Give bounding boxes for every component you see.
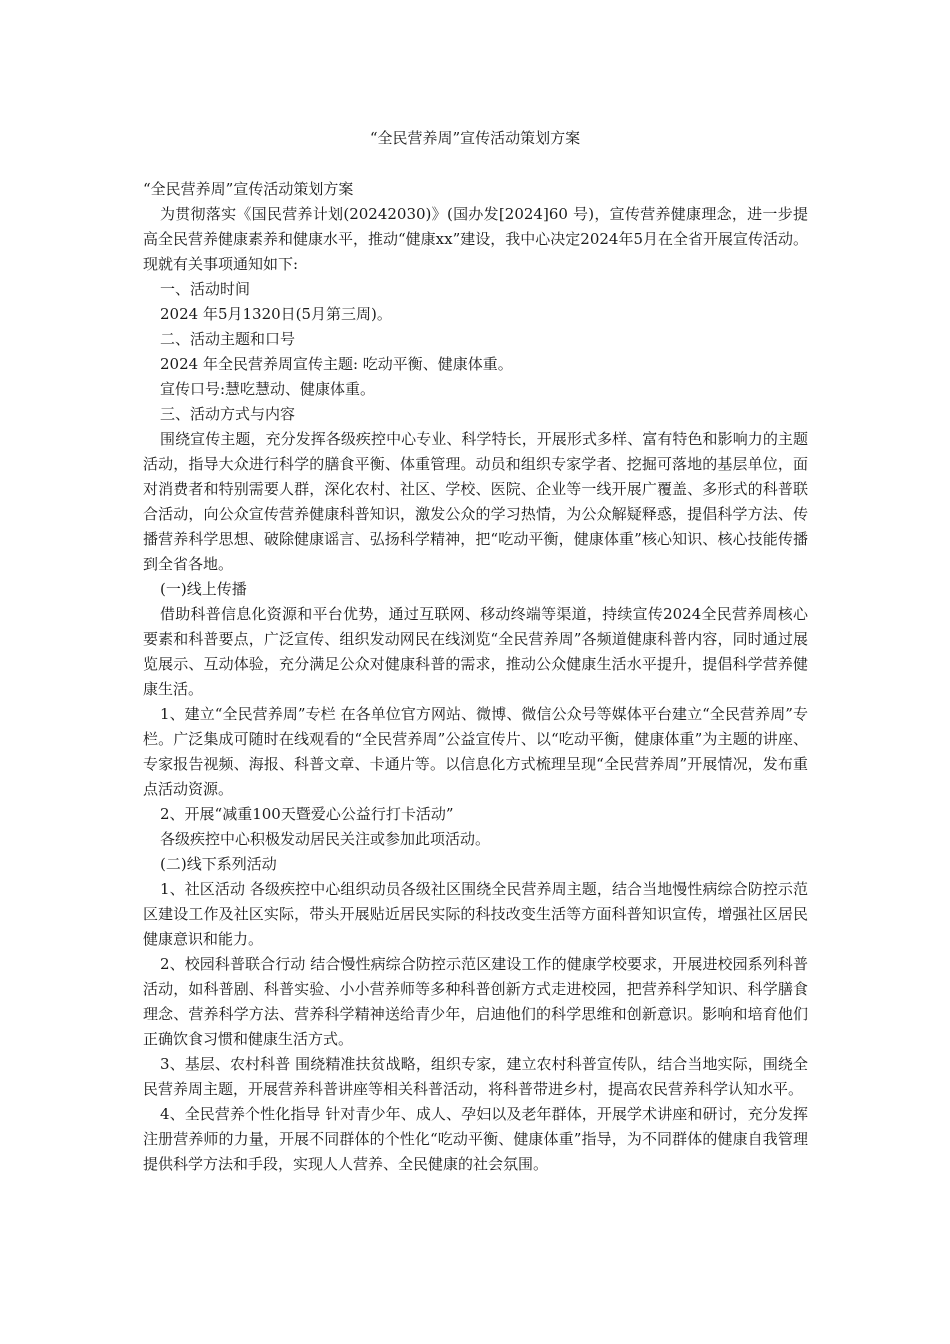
subsection-heading-online: (一)线上传播: [160, 580, 247, 598]
paragraph-methods: 围绕宣传主题，充分发挥各级疾控中心专业、科学特长，开展形式多样、富有特色和影响力的主题活动，指导大众进行科学的膳食平衡、体重管理。动员和组织专家学者、挖掘可落地的基层单位，面对消费者和特别需要人群，深化农村、社区、学校、医院、企业等一线开展广覆盖、多形式的科普联合活动，向公众宣传营养健康科普知识，激发公众的学习热情，为公众解疑释惑，提倡科学方法、传播营养科学思想、破除健康谣言、弘扬科学精神，把“吃动平衡，健康体重”核心知识、核心技能传播到全省各地。: [143, 430, 808, 573]
paragraph-offline-item-3: 3、基层、农村科普 围绕精准扶贫战略，组织专家，建立农村科普宣传队，结合当地实际，围绕全民营养周主题，开展营养科普讲座等相关科普活动，将科普带进乡村，提高农民营养科学认知水平。: [143, 1055, 808, 1098]
subsection-heading-offline: (二)线下系列活动: [160, 855, 277, 873]
paragraph-online: 借助科普信息化资源和平台优势，通过互联网、移动终端等渠道，持续宣传2024全民营养周核心要素和科普要点，广泛宣传、组织发动网民在线浏览“全民营养周”各频道健康科普内容，同时通过展览展示、互动体验，充分满足公众对健康科普的需求，推动公众健康生活水平提升，提倡科学营养健康生活。: [143, 605, 808, 698]
paragraph-offline-item-2: 2、校园科普联合行动 结合慢性病综合防控示范区建设工作的健康学校要求，开展进校园系列科普活动，如科普剧、科普实验、小小营养师等多种科普创新方式走进校园，把营养科学知识、科学膳食理念、营养科学方法、营养科学精神送给青少年，启迪他们的科学思维和创新意识。影响和培育他们正确饮食习惯和健康生活方式。: [143, 955, 808, 1048]
paragraph-slogan: 宣传口号:慧吃慧动、健康体重。: [160, 380, 376, 398]
paragraph-online-item-2: 2、开展“减重100天暨爱心公益行打卡活动”: [160, 805, 454, 823]
paragraph-theme: 2024 年全民营养周宣传主题: 吃动平衡、健康体重。: [160, 355, 513, 373]
section-heading-time: 一、活动时间: [160, 280, 251, 298]
document-title: “全民营养周”宣传活动策划方案: [369, 129, 581, 147]
paragraph-heading: “全民营养周”宣传活动策划方案: [143, 180, 354, 198]
paragraph-offline-item-4: 4、全民营养个性化指导 针对青少年、成人、孕妇以及老年群体，开展学术讲座和研讨，充分发挥注册营养师的力量，开展不同群体的个性化“吃动平衡、健康体重”指导，为不同群体的健康自我管理提供科学方法和手段，实现人人营养、全民健康的社会氛围。: [143, 1105, 808, 1173]
document-body: [143, 177, 808, 1177]
paragraph-online-item-1: 1、建立“全民营养周”专栏 在各单位官方网站、微博、微信公众号等媒体平台建立“全民营养周”专栏。广泛集成可随时在线观看的“全民营养周”公益宣传片、以“吃动平衡，健康体重”为主题的讲座、专家报告视频、海报、科普文章、卡通片等。以信息化方式梳理呈现“全民营养周”开展情况，发布重点活动资源。: [143, 705, 808, 798]
paragraph-intro: 为贯彻落实《国民营养计划(20242030)》(国办发[2024]60 号)，宣传营养健康理念，进一步提高全民营养健康素养和健康水平，推动“健康xx”建设，我中心决定2024年5月在全省开展宣传活动。现就有关事项通知如下:: [143, 205, 808, 273]
paragraph-online-item-2-detail: 各级疾控中心积极发动居民关注或参加此项活动。: [160, 830, 491, 848]
section-heading-theme: 二、活动主题和口号: [160, 330, 296, 348]
paragraph-offline-item-1: 1、社区活动 各级疾控中心组织动员各级社区围绕全民营养周主题，结合当地慢性病综合防控示范区建设工作及社区实际，带头开展贴近居民实际的科技改变生活等方面科普知识宣传，增强社区居民健康意识和能力。: [143, 880, 808, 948]
section-heading-methods: 三、活动方式与内容: [160, 405, 296, 423]
paragraph-time: 2024 年5月1320日(5月第三周)。: [160, 305, 392, 323]
